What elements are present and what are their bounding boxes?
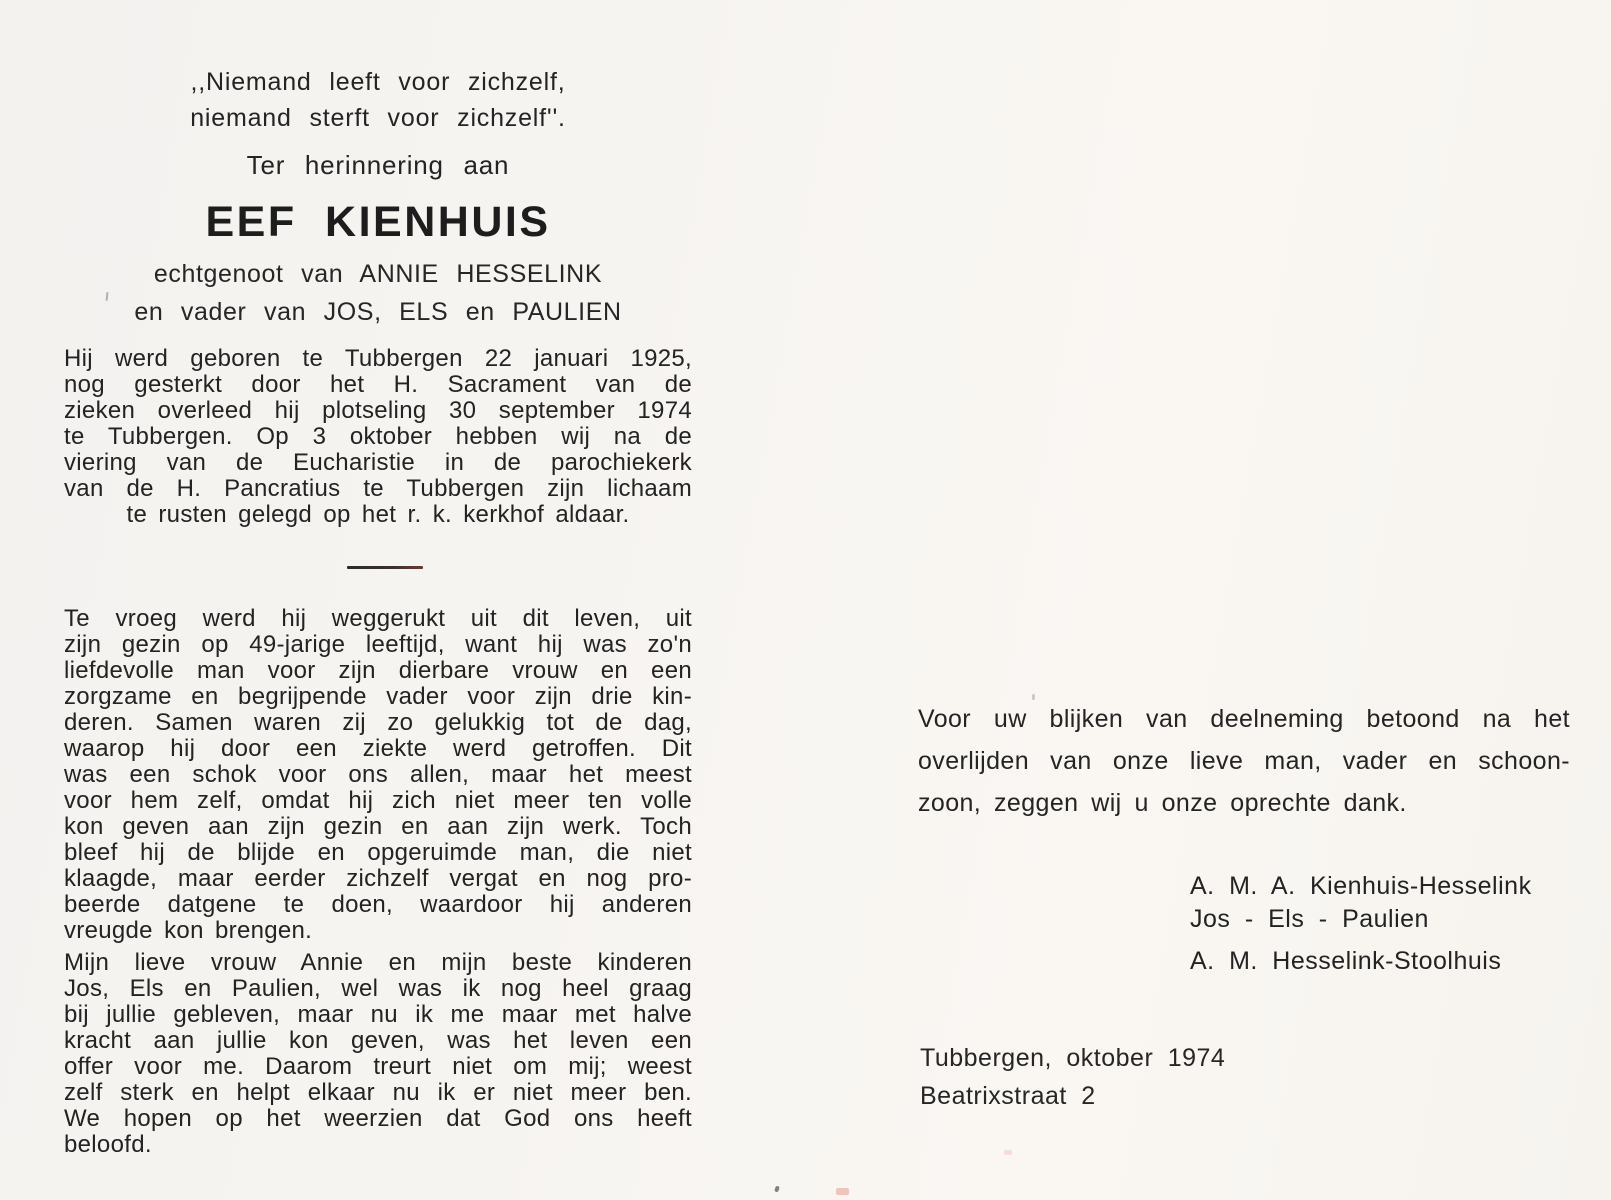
address-line: Beatrixstraat 2: [920, 1082, 1096, 1110]
text-line: bij jullie gebleven, maar nu ik me maar met halve: [64, 1001, 692, 1028]
eulogy-paragraph: [64, 606, 692, 944]
memorial-intro: Ter herinnering aan: [246, 150, 510, 180]
text-line: kracht aan jullie kon geven, was het leven een: [64, 1027, 692, 1054]
text-line: waarop hij door een ziekte werd getroffen. Dit: [64, 735, 692, 762]
text-line: zorgzame en begrijpende vader voor zijn drie kin-: [64, 683, 692, 710]
text-line: Voor uw blijken van deelneming betoond na het: [918, 705, 1570, 733]
text-line: bleef hij de blijde en opgeruimde man, die niet: [64, 839, 692, 866]
text-line: nog gesterkt door het H. Sacrament van de: [64, 371, 692, 398]
scan-mark-artifact: [1032, 694, 1035, 700]
text-line: overlijden van onze lieve man, vader en schoon-: [918, 747, 1570, 775]
text-line: kon geven aan zijn gezin en aan zijn werk. Toch: [64, 813, 692, 840]
text-line: klaagde, maar eerder zichzelf vergat en nog pro-: [64, 865, 692, 892]
biography-paragraph: [64, 346, 692, 528]
text-line: zieken overleed hij plotseling 30 september 1974: [64, 397, 692, 424]
scan-speck-dark: [774, 1186, 780, 1193]
acknowledgement-paragraph: [918, 698, 1570, 824]
text-line: offer voor me. Daarom treurt niet om mij; weest: [64, 1053, 692, 1080]
farewell-paragraph: [64, 950, 692, 1158]
text-line: We hopen op het weerzien dat God ons heeft: [64, 1105, 692, 1132]
deceased-name: EEF KIENHUIS: [205, 198, 551, 246]
text-line: vreugde kon brengen.: [64, 917, 313, 944]
spouse-line: echtgenoot van ANNIE HESSELINK: [153, 260, 603, 288]
text-line: deren. Samen waren zij zo gelukkig tot de dag,: [64, 709, 692, 736]
signatories: [1190, 870, 1570, 978]
text-line: was een schok voor ons allen, maar het meest: [64, 761, 692, 788]
text-line: zijn gezin op 49-jarige leeftijd, want hij was zo'n: [64, 631, 692, 658]
text-line: van de H. Pancratius te Tubbergen zijn lichaam: [64, 475, 692, 502]
scan-dot-pink: [1004, 1150, 1012, 1155]
text-line: viering van de Eucharistie in de parochiekerk: [64, 449, 692, 476]
section-divider: [347, 566, 423, 569]
text-line: beloofd.: [64, 1131, 152, 1158]
text-line: A. M. A. Kienhuis-Hesselink: [1190, 872, 1532, 900]
text-line: Jos - Els - Paulien: [1190, 905, 1429, 933]
text-line: Jos, Els en Paulien, wel was ik nog heel graag: [64, 975, 692, 1002]
text-line: te rusten gelegd op het r. k. kerkhof aldaar.: [126, 501, 630, 528]
text-line: liefdevolle man voor zijn dierbare vrouw en een: [64, 657, 692, 684]
text-line: zelf sterk en helpt elkaar nu ik er niet meer ben.: [64, 1079, 692, 1106]
text-line: A. M. Hesselink-Stoolhuis: [1190, 947, 1502, 975]
text-line: Te vroeg werd hij weggerukt uit dit leven, uit: [64, 605, 692, 632]
opening-quote: [64, 64, 692, 136]
text-line: Hij werd geboren te Tubbergen 22 januari 1925,: [64, 345, 692, 372]
text-line: beerde datgene te doen, waardoor hij anderen: [64, 891, 692, 918]
text-line: niemand sterft voor zichzelf''.: [190, 104, 566, 132]
children-line: en vader van JOS, ELS en PAULIEN: [134, 298, 622, 326]
text-line: zoon, zeggen wij u onze oprechte dank.: [918, 789, 1407, 817]
text-line: voor hem zelf, omdat hij zich niet meer ten volle: [64, 787, 692, 814]
scan-speck-pink: [836, 1188, 849, 1195]
text-line: ,,Niemand leeft voor zichzelf,: [190, 68, 566, 96]
text-line: te Tubbergen. Op 3 oktober hebben wij na de: [64, 423, 692, 450]
place-date: Tubbergen, oktober 1974: [920, 1044, 1226, 1072]
text-line: Mijn lieve vrouw Annie en mijn beste kinderen: [64, 949, 692, 976]
